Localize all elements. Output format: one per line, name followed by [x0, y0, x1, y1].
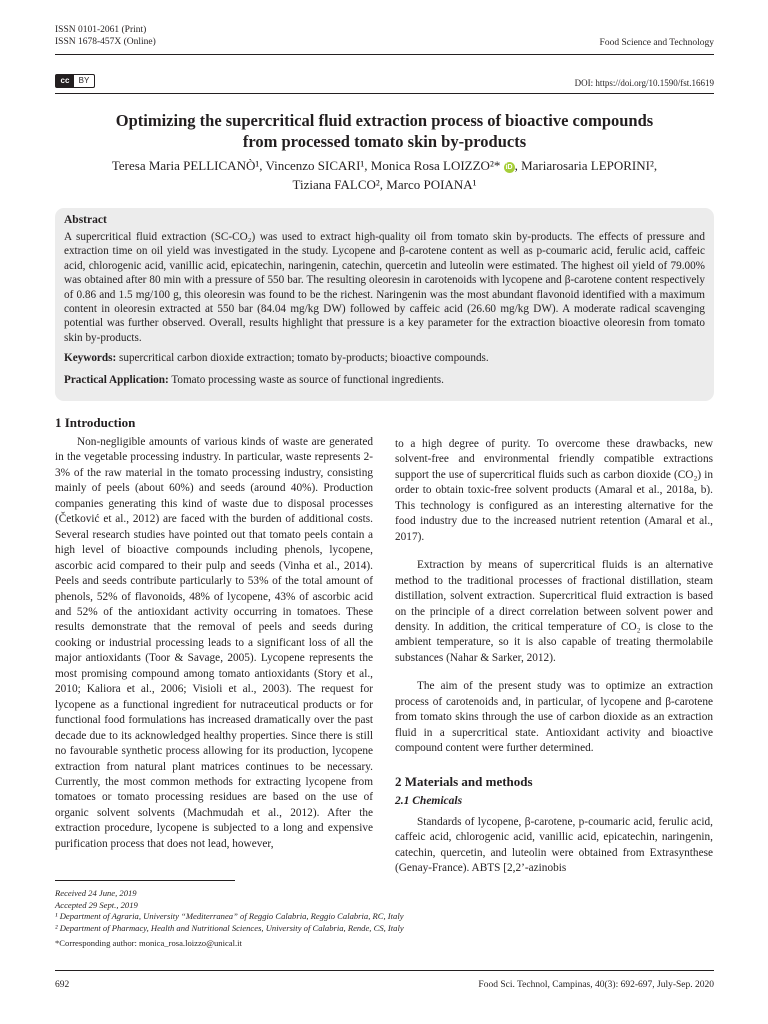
footnote-rule — [55, 880, 235, 881]
practical-application-label: Practical Application: — [64, 373, 169, 386]
left-column — [55, 414, 373, 852]
orcid-icon[interactable]: iD — [505, 164, 513, 171]
footer-rule — [55, 970, 714, 971]
authors-line-2: Tiziana FALCO², Marco POIANA¹ — [292, 177, 477, 192]
intro-paragraph-2: Extraction by means of supercritical fluids is an alternative method to the traditional processes of fractional distillation, steam distillation, solvent extraction. Supercritical fluid extraction is based on the principle of a direct correlation between solvent power and density. In addition, the critical temperature of CO₂ is close to the ambient temperature, so it is also capable of treating thermolabile substances (Nahar & Sarker, 2012). — [395, 559, 713, 664]
authors-part-a: Teresa Maria PELLICANÒ¹, Vincenzo SICARI¹, Monica Rosa LOIZZO²* — [111, 158, 501, 173]
corresponding-author: *Corresponding author: monica_rosa.loizzo@unical.it — [55, 938, 242, 948]
keywords-label: Keywords: — [64, 352, 117, 365]
issn-online: ISSN 1678-457X (Online) — [55, 37, 156, 47]
citation-footer: Food Sci. Technol, Campinas, 40(3): 692-697, July-Sep. 2020 — [478, 980, 714, 990]
abstract-heading: Abstract — [64, 214, 107, 226]
methods-heading: 2 Materials and methods — [395, 773, 533, 789]
doi-link[interactable]: DOI: https://doi.org/10.1590/fst.16619 — [574, 78, 714, 88]
received-date: Received 24 June, 2019 — [55, 888, 137, 898]
intro-paragraph-1-cont: to a high degree of purity. To overcome these drawbacks, new solvent-free and environmental friendly compatible extractions support the use of supercritical fluids such as carbon dioxide (CO₂) in order to obtain toxic-free solvent products (Amaral et al., 2018a, b). This technology is configured as an interesting alternative for the food industry due to the increased nutrient retention (Amaral et al., 2017). — [395, 438, 713, 543]
accepted-date: Accepted 29 Sept., 2019 — [55, 899, 138, 910]
intro-paragraph-1: Non-negligible amounts of various kinds of waste are generated in the vegetable processing industry. In particular, waste represents 2-3% of the raw material in the tomato processing industry, consisting mainly of peels (about 60%) and seeds (around 40%). Production companies generating this kind of waste due to disposal processes (Četković et al., 2012) are faced with the burden of additional costs. Several research studies have pointed out that tomato peels contain a high level of bioactive compounds including phenols, lycopene, ascorbic acid compared to their pulp and seeds (Vinha et al., 2014). Peels and seeds contribute particularly to 53% of the total amount of phenols, 52% of flavonoids, 48% of lycopene, 43% of ascorbic acid and 52% of the antioxidant activity occurring in tomatoes. These results demonstrate that the removal of peels and seeds during cooking or industrial processing leads to a significant loss of all the major antioxidants (Toor & Savage, 2005). Lycopene represents the most promising compound among tomato antioxidants (Story et al., 2010; Kaliora et al., 2006; Visioli et al., 2003). The request for lycopene as a functional ingredient for nutraceutical products or for functional food formulations has increased dramatically over the past decade due to its acknowledged healthy properties. Since there is still no favourable synthetic process allowing for its production, lycopene extraction from natural plant matrices continues to be necessary. Currently, the most common methods for extracting lycopene from tomatoes or tomato processing residues are based on the use of organic solvent solvents (Machmudah et al., 2012). After the extraction procedure, lycopene is subjected to a long and expensive purification process that does not lead, however, — [55, 436, 373, 850]
chemicals-paragraph: Standards of lycopene, β-carotene, p-coumaric acid, ferulic acid, caffeic acid, chlorogenic acid, vanillic acid, epicatechin, naringenin, catechin, quercetin, and luteolin were obtained from Extrasynthese (Genay-France). ABTS [2,2’-azinobis — [395, 815, 713, 874]
intro-paragraph-3: The aim of the present study was to optimize an extraction process of carotenoids and, in particular, of lycopene and β-carotene from tomato skins through the use of carbon dioxide as an extraction fluid in a supercritical state. Antioxidant activity and bioactive compound content were further determined. — [395, 680, 713, 755]
abstract-box — [55, 208, 714, 401]
issn-print: ISSN 0101-2061 (Print) — [55, 25, 147, 35]
practical-application — [64, 373, 705, 387]
cc-logo-icon: cc — [56, 75, 74, 87]
journal-name: Food Science and Technology — [599, 38, 714, 48]
by-label: BY — [78, 76, 90, 85]
footnotes — [55, 888, 404, 950]
intro-heading: 1 Introduction — [55, 415, 136, 430]
title-line-1: Optimizing the supercritical fluid extraction process of bioactive compounds — [115, 111, 654, 130]
keywords-text: supercritical carbon dioxide extraction; tomato by-products; bioactive compounds. — [119, 352, 489, 365]
title-line-2: from processed tomato skin by-products — [242, 132, 527, 151]
author-list — [55, 156, 714, 194]
practical-application-text: Tomato processing waste as source of functional ingredients. — [171, 373, 444, 386]
chemicals-subheading: 2.1 Chemicals — [395, 794, 463, 807]
affiliation-2: ² Department of Pharmacy, Health and Nutritional Sciences, University of Calabria, Rende, CS, Italy — [55, 922, 404, 933]
cc-by-license-badge[interactable] — [55, 74, 95, 88]
right-column — [395, 437, 713, 876]
keywords — [64, 351, 705, 365]
page-number: 692 — [55, 980, 70, 990]
affiliation-1: ¹ Department of Agraria, University “Mediterranea” of Reggio Calabria, Reggio Calabria, RC, Italy — [55, 911, 404, 921]
authors-line-1 — [55, 156, 714, 175]
header-rule — [55, 54, 714, 55]
abstract-text: A supercritical fluid extraction (SC-CO₂) was used to extract high-quality oil from tomato skin by-products. The effects of pressure and extraction time on oil yield was investigated in the study. Lycopene and β-carotene content as well as p-coumaric acid, ferulic acid, caffeic acid, chlorogenic acid, vanillic acid, epicatechin, naringenin, catechin, quercetin and luteolin were estimated. The highest oil yield of 79.00% was obtained after 80 min with a pressure of 550 bar. The resulting oleoresin in carotenoids with lycopene and β-carotene content respectively of 0.86 and 1.5 mg/100 g, this oleoresin was found to be the richest. Naringenin was the most abundant flavonoid identified with a maximum content in oleoresin extracted at 550 bar (84.04 mg/kg DW) followed by caffeic acid (26.60 mg/kg DW). A moderate radical scavenging potential was further observed. Overall, results highlight that pressure is a key parameter for the extraction bioactive oleoresin from tomato skin by-products. — [64, 231, 705, 344]
authors-part-b: , Mariarosaria LEPORINI², — [514, 158, 658, 173]
doi-rule — [55, 93, 714, 94]
article-title — [55, 110, 714, 152]
